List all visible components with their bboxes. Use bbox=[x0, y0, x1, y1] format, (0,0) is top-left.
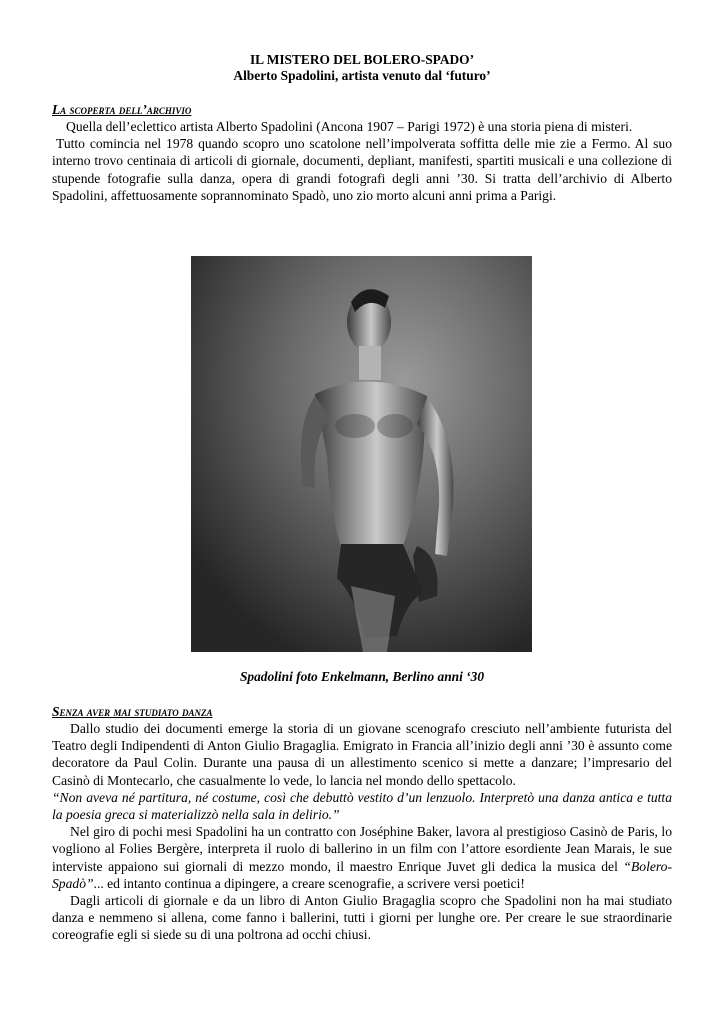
archive-paragraph: Tutto comincia nel 1978 quando scopro uno scatolone nell’impolverata soffitta delle mie zie a Fermo. Al suo interno trovo centinaia di articoli di giornale, documenti, depliant, manifesti, spartiti musicali e una collezione di stupende fotografie sulla danza, opera di grandi fotografi degli anni ’30. Si tratta dell’archivio di Alberto Spadolini, affettuosamente soprannominato Spadò, uno zio morto alcuni anni prima a Parigi. bbox=[52, 136, 672, 203]
document-subtitle: Alberto Spadolini, artista venuto dal ‘futuro’ bbox=[233, 68, 491, 83]
history-paragraph: Dallo studio dei documenti emerge la storia di un giovane scenografo cresciuto nell’ambiente futurista del Teatro degli Indipendenti di Anton Giulio Bragaglia. Emigrato in Francia all’inizio degli anni ’30 è assunto come decoratore da Paul Colin. Durante una pausa di un allestimento scenico si mette a danzare; l’impresario del Casinò di Montecarlo, che casualmente lo vede, lo lancia nel mondo dello spettacolo. bbox=[52, 721, 672, 788]
career-text-b: ... ed intanto continua a dipingere, a creare scenografie, a scrivere versi poetici! bbox=[93, 875, 525, 891]
document-page-lower bbox=[52, 704, 672, 944]
method-paragraph: Dagli articoli di giornale e da un libro di Anton Giulio Bragaglia scopro che Spadolini non ha mai studiato danza e nemmeno si allena, come fanno i ballerini, tutti i giorni per lunghe ore. Per creare le sue straordinarie coreografie egli si siede su di una poltrona ad occhi chiusi. bbox=[52, 893, 672, 943]
section-heading-danza: Senza aver mai studiato danza bbox=[52, 704, 213, 719]
section-heading-archivio: La scoperta dell’archivio bbox=[52, 102, 192, 117]
bolero-title: “Bolero-Spadò” bbox=[52, 858, 672, 891]
dancer-photo-image bbox=[191, 256, 532, 652]
photo-caption: Spadolini foto Enkelmann, Berlino anni ‘30 bbox=[239, 669, 485, 684]
document-page bbox=[52, 52, 672, 204]
quote-paragraph: “Non aveva né partitura, né costume, così che debuttò vestito d’un lenzuolo. Interpretò una danza antica e tutta la poesia greca si materializzò nella sala in delirio.” bbox=[52, 789, 672, 823]
document-title: IL MISTERO DEL BOLERO-SPADO’ bbox=[249, 52, 475, 67]
dancer-photo bbox=[191, 256, 532, 652]
career-paragraph bbox=[52, 823, 672, 892]
intro-paragraph: Quella dell’eclettico artista Alberto Spadolini (Ancona 1907 – Parigi 1972) è una storia piena di misteri. bbox=[66, 119, 633, 134]
career-text-a: Nel giro di pochi mesi Spadolini ha un contratto con Joséphine Baker, lavora al prestigioso Casinò de Paris, lo vogliono al Folies Bergère, interpreta il ruolo di ballerino in un film con l’attore esordiente Jean Marais, le sue interviste appaiono sui giornali di mezzo mondo, il maestro Enrique Juvet gli dedica la musica del bbox=[52, 824, 672, 874]
